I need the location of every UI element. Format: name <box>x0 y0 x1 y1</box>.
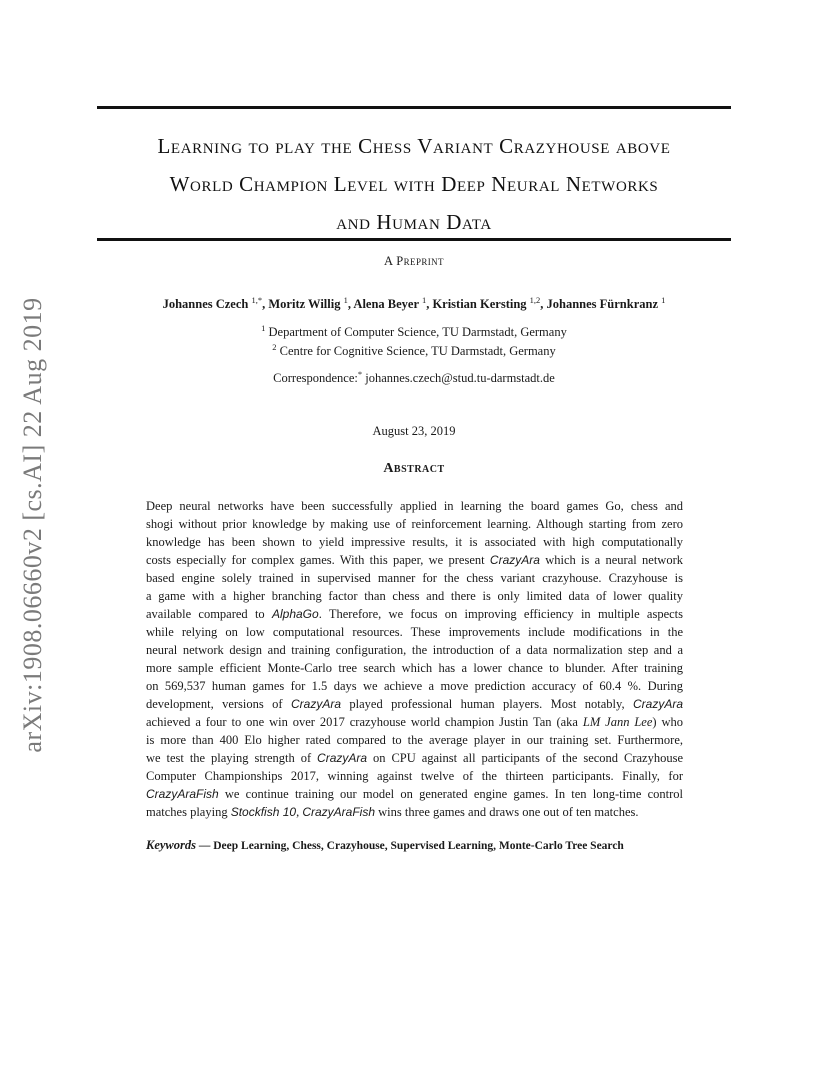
correspondence <box>0 369 828 386</box>
abstract-line <box>146 641 683 659</box>
abstract-line <box>146 803 683 821</box>
correspondence-mark: * <box>357 369 363 379</box>
publication-date: August 23, 2019 <box>372 424 456 438</box>
author-affiliation-mark: 1,* <box>251 295 263 305</box>
affiliation-mark: 1 <box>261 323 266 333</box>
abstract-text: achieved a four to one win over 2017 crazyhouse world champion Justin Tan (aka <box>146 715 583 729</box>
abstract-line <box>146 731 683 749</box>
correspondence-label: Correspondence: <box>273 371 358 386</box>
abstract-text: Computer Championships 2017, winning against twelve of the thirteen participants. Finally, for <box>146 769 683 783</box>
abstract-text: , <box>296 805 303 819</box>
abstract-text: shogi without prior knowledge by making use of reinforcement learning. Although starting from zero <box>146 517 683 531</box>
correspondence-email[interactable]: johannes.czech@stud.tu-darmstadt.de <box>365 371 555 386</box>
author-name: Johannes Czech <box>162 297 249 312</box>
abstract-emphasis: CrazyAra <box>633 697 684 711</box>
abstract-emphasis: Stockfish 10 <box>230 805 297 819</box>
author-name: Kristian Kersting <box>432 297 527 312</box>
author-name: Johannes Fürnkranz <box>546 297 659 312</box>
abstract-line <box>146 785 683 803</box>
abstract-line <box>146 677 683 695</box>
keywords-label: Keywords <box>146 838 196 852</box>
abstract-emphasis: CrazyAra <box>489 553 540 567</box>
abstract-line <box>146 515 683 533</box>
abstract-text: wins three games and draws one out of ten matches. <box>375 805 639 819</box>
author-name: Moritz Willig <box>268 297 341 312</box>
abstract-line <box>146 695 683 713</box>
abstract-line <box>146 497 683 515</box>
abstract-line <box>146 623 683 641</box>
author-list: Johannes Czech $^{1,*}$, Moritz Willig $^1$, Alena Beyer $^1$, Kristian Kersting $^{1,2}$, Johannes Fürnkranz $^1$ <box>162 295 666 312</box>
abstract-text: neural network design and training configuration, the introduction of a data normalization step and a <box>146 643 683 657</box>
title-line: Learning to play the Chess Variant Crazyhouse above <box>157 134 671 158</box>
abstract-line <box>146 551 683 569</box>
affiliation-text: Department of Computer Science, TU Darmstadt, Germany <box>268 325 567 340</box>
abstract-emphasis: CrazyAraFish <box>146 787 219 801</box>
abstract-emphasis: CrazyAraFish <box>302 805 376 819</box>
preprint-label: A Preprint <box>384 254 444 268</box>
abstract-text: ) who <box>652 715 683 729</box>
abstract-line <box>146 587 683 605</box>
author-affiliation-mark: 1 <box>343 295 348 305</box>
author-affiliation-mark: 1,2 <box>529 295 541 305</box>
abstract-line <box>146 749 683 767</box>
arxiv-stamp: arXiv:1908.06660v2 [cs.AI] 22 Aug 2019 <box>18 297 47 753</box>
abstract-text: development, versions of <box>146 697 291 711</box>
abstract-text: on CPU against all participants of the second Crazyhouse <box>367 751 683 765</box>
keywords <box>146 838 624 853</box>
abstract-emphasis: CrazyAra <box>317 751 368 765</box>
abstract-text: matches playing <box>146 805 231 819</box>
abstract-text: more sample efficient Monte-Carlo tree search which has a lower chance to blunder. After training <box>146 661 683 675</box>
title-line: and Human Data <box>336 210 492 234</box>
abstract-line <box>146 605 683 623</box>
abstract-text: available compared to <box>146 607 272 621</box>
abstract-text: Deep neural networks have been successfully applied in learning the board games Go, chess and <box>146 499 683 513</box>
author-affiliation-mark: 1 <box>661 295 666 305</box>
abstract-text: while relying on low computational resources. These improvements include modifications in the <box>146 625 683 639</box>
abstract-text: on 569,537 human games for 1.5 days we achieve a move prediction accuracy of 60.4 %. During <box>146 679 683 693</box>
affiliation-text: Centre for Cognitive Science, TU Darmstadt, Germany <box>279 344 556 359</box>
affiliation-mark: 2 <box>272 342 277 352</box>
author-name: Alena Beyer <box>353 297 419 312</box>
abstract-text: is more than 400 Elo higher rated compared to the average player in our training set. Furthermore, <box>146 733 683 747</box>
abstract-text: we continue training our model on generated engine games. In ten long-time control <box>218 787 683 801</box>
keywords-text: — Deep Learning, Chess, Crazyhouse, Supervised Learning, Monte-Carlo Tree Search <box>198 840 624 852</box>
abstract-text: . Therefore, we focus on improving efficiency in multiple aspects <box>318 607 683 621</box>
abstract-heading: Abstract <box>383 461 445 476</box>
abstract-emphasis: AlphaGo <box>271 607 319 621</box>
abstract-emphasis: LM Jann Lee <box>582 715 653 729</box>
abstract-line <box>146 713 683 731</box>
abstract-line <box>146 569 683 587</box>
title-rule-top <box>97 106 731 109</box>
abstract-text: we test the playing strength of <box>146 751 318 765</box>
abstract-text: based engine solely trained in supervised manner for the chess variant crazyhouse. Crazyhouse is <box>146 571 683 585</box>
abstract-text: a game with a higher branching factor than chess and there is only limited data of lower quality <box>146 589 683 603</box>
title-rule-bottom <box>97 238 731 241</box>
abstract-text: knowledge has been shown to yield impressive results, it is associated with high computationally <box>146 535 683 549</box>
abstract-text: which is a neural network <box>539 553 683 567</box>
title-line: World Champion Level with Deep Neural Networks <box>169 172 659 196</box>
abstract-text: costs especially for complex games. With this paper, we present <box>146 553 490 567</box>
abstract-line <box>146 767 683 785</box>
affiliation <box>0 323 828 340</box>
abstract-emphasis: CrazyAra <box>290 697 341 711</box>
affiliation <box>0 342 828 359</box>
abstract-line <box>146 533 683 551</box>
paper-title <box>80 127 748 241</box>
abstract-text: played professional human players. Most notably, <box>341 697 633 711</box>
abstract-line <box>146 659 683 677</box>
author-affiliation-mark: 1 <box>421 295 427 305</box>
